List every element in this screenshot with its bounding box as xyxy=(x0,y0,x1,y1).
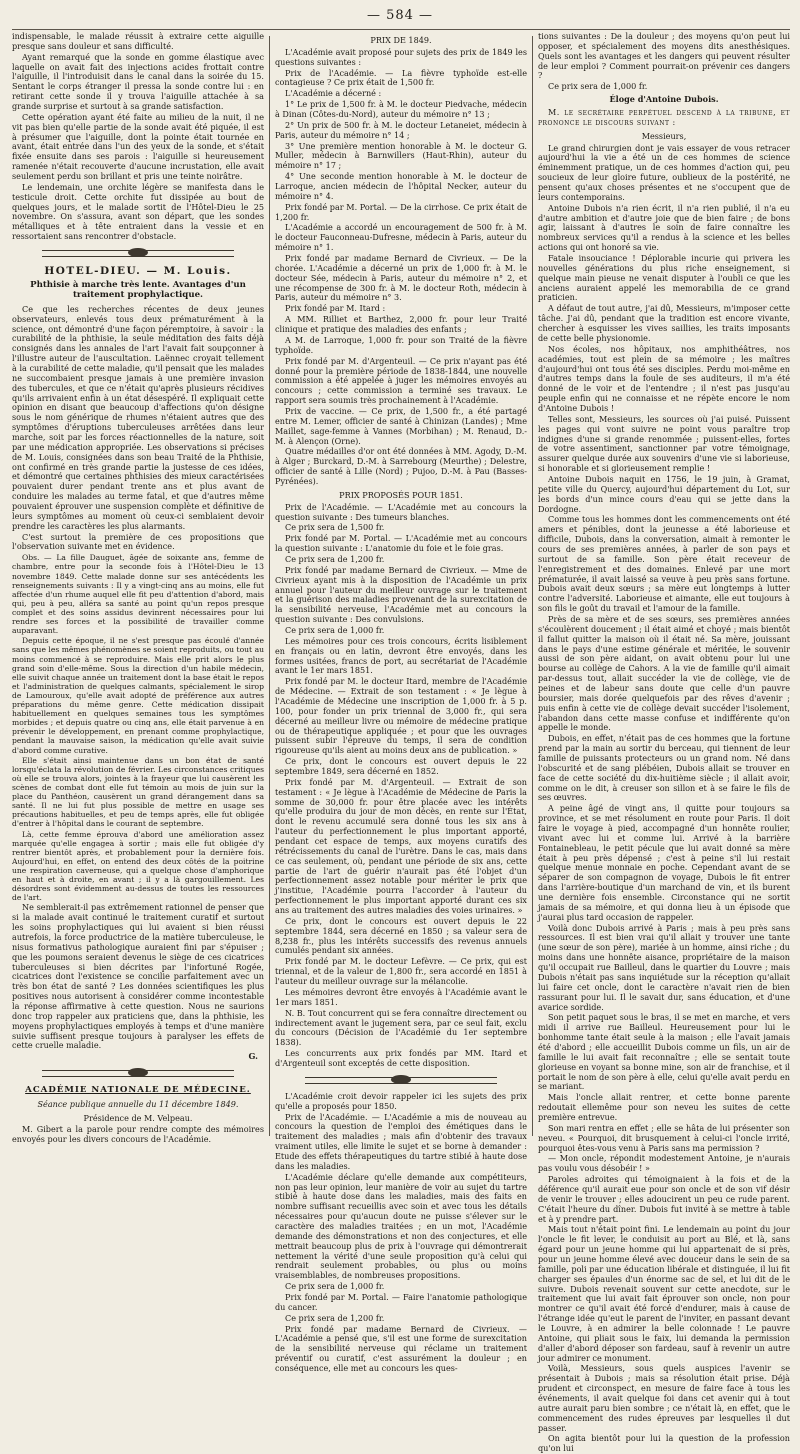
paragraph: Ce prix sera de 1,000 fr. xyxy=(548,81,648,92)
paragraph: Ne semblerait-il pas extrêmement rationnel de penser que si la malade avait continué le traitement curatif et surtout les soins prophylactiques qui lui avaient si bien réussi autrefois, la force productrice de la matière tuberculeuse, le nisus formativus pathologique auraient fini par s'épuiser ; que les poumons seraient devenus le siège de ces cicatrices tuberculeuses si bien décrites par l'infortuné Rogée, cicatrices dont l'existence se concilie parfaitement avec un très bon état de santé ? Les données scientifiques les plus positives nous autorisent à considérer comme incontestable la réponse affirmative à cette question. Nous ne saurions donc trop rappeler aux praticiens que, dans la phthisie, les moyens prophylactiques employés à temps et d'une manière suivie suffisent presque toujours à paralyser les effets de cette cruelle maladie. xyxy=(12,902,264,1051)
paragraph: — Mon oncle, répondit modestement Antoine, je n'aurais pas voulu vous désobéir ! » xyxy=(538,1153,790,1174)
header-rule xyxy=(12,29,790,30)
paragraph: Ce prix sera de 1,200 fr. xyxy=(285,1312,385,1323)
paragraph: L'Académie avait proposé pour sujets des prix de 1849 les questions suivantes : xyxy=(275,46,527,67)
prix-1849-title: PRIX DE 1849. xyxy=(370,35,432,45)
paragraph: Son petit paquet sous le bras, il se met en marche, et vers midi il arrive rue Bailleul. Heureusement pour lui le bonhomme tante était seule à la maison ; elle l'avait jamais été d'abord ; elle accueillit Dubois comme un fils, un air de famille le lui avait fait reconnaître ; elle se sentait toute glorieuse en voyant sa bonne mine, son air de franchise, et il portait le nom de son père à elle, celui qu'elle avait perdu en se mariant. xyxy=(538,1012,790,1092)
academy-president: Présidence de M. Velpeau. xyxy=(83,1112,193,1123)
paragraph: L'Académie déclare qu'elle demande aux compétiteurs, non pas leur opinion, leur manière de voir au sujet du tartre stibié à haute dose dans les maladies, mais des faits en nombre suffisant recueillis avec soin et avec tous les détails nécessaires pour qu'aucun doute ne puisse s'élever sur le caractère des maladies traitées ; en un mot, l'Académie demande des démonstrations et non des conjectures, et elle mettrait beaucoup plus de prix à l'ouvrage qui démontrerait nettement la vérité d'une seule proposition qu'à celui qui rendrait seulement probables, ou plus ou moins vraisemblables, de nombreuses propositions. xyxy=(275,1171,527,1281)
paragraph: Paroles adroites qui témoignaient à la fois et de la déférence qu'il aurait eue pour son oncle et de son vif désir de venir le trouver ; elles adoucirent un peu ce rude parent. C'était l'heure du dîner. Dubois fut invité à se mettre à table et à y prendre part. xyxy=(538,1174,790,1224)
paragraph: Ce prix sera de 1,000 fr. xyxy=(285,624,385,635)
paragraph: Prix de l'Académie. — L'Académie met au concours la question suivante : Des tumeurs blanches. xyxy=(275,501,527,522)
paragraph: A peine âgé de vingt ans, il quitte pour toujours sa province, et se met résolument en route pour Paris. Il doit faire le voyage à pied, accompagné d'un honnête roulier, vivant avec lui et comme lui. Arrivé à la barrière Fontainebleau, le petit pécule que lui avait donné sa mère était à peu près dépensé ; c'est à peine s'il lui restait quelque menue monnaie en poche. Cependant avant de se séparer de son compagnon de voyage, Dubois le fit entrer dans l'arrière-boutique d'un marchand de vin, et ils burent une dernière fois ensemble. Circonstance qui ne sortit jamais de sa mémoire, et qui donna lieu à un épisode que j'aurai plus tard occasion de rappeler. xyxy=(538,803,790,922)
paragraph: 3° Une première mention honorable à M. le docteur G. Muller, médecin à Barnwillers (Haut-Rhin), auteur du mémoire n° 17 ; xyxy=(275,140,527,171)
section-divider xyxy=(305,1077,497,1084)
paragraph: Les mémoires pour ces trois concours, écrits lisiblement en français ou en latin, devront être envoyés, dans les formes usitées, francs de port, au secrétariat de l'Académie avant le 1er mars 1851. xyxy=(275,635,527,676)
paragraph: Le grand chirurgien dont je vais essayer de vous retracer aujourd'hui la vie a été un de ces hommes de science éminemment pratique, un de ces hommes d'action qui, peu soucieux de leur gloire future, oublieux de la postérité, ne pensent qu'aux choses présentes et ne s'occupent que de leurs contemporains. xyxy=(538,142,790,202)
paragraph: L'Académie a décerné : xyxy=(285,88,382,99)
paragraph: 1° Le prix de 1,500 fr. à M. le docteur Piedvache, médecin à Dinan (Côtes-du-Nord), auteur du mémoire n° 13 ; xyxy=(275,99,527,120)
paragraph: Antoine Dubois n'a rien écrit, il n'a rien publié, il n'a eu d'autre ambition et d'autre joie que de bien faire ; de bons agir, laissant à d'autres le soin de faire connaître les nombreux services qu'il a rendus à la science et les belles actions qui ont honoré sa vie. xyxy=(538,202,790,253)
paragraph: Prix fondé par M. Portal. — Faire l'anatomie pathologique du cancer. xyxy=(275,1291,527,1312)
academy-session: Séance publique annuelle du 11 décembre 1849. xyxy=(37,1098,239,1109)
paragraph: Prix de l'Académie. — L'Académie a mis de nouveau au concours la question de l'emploi des émétiques dans le traitement des maladies ; mais afin d'obtenir des travaux vraiment utiles, elle limite le sujet et se borne à demander : Etude des effets thérapeutiques du tartre stibié à haute dose dans les maladies. xyxy=(275,1111,527,1171)
paragraph: L'Académie croit devoir rappeler ici les sujets des prix qu'elle a proposés pour 1850. xyxy=(275,1090,527,1111)
observation-block xyxy=(12,553,264,902)
paragraph: Prix de l'Académie. — La fièvre typhoïde est-elle contagieuse ? Ce prix était de 1,500 fr. xyxy=(275,67,527,88)
prix-1851-title: PRIX PROPOSÉS POUR 1851. xyxy=(339,489,463,500)
paragraph: Comme tous les hommes dont les commencements ont été amers et pénibles, dont la jeunesse a été laborieuse et difficile, Dubois, dans la conversation, aimait à remonter le cours de ses premières années, à parler de son pays et surtout de sa famille. Son père était receveur de l'enregistrement et des domaines. Enlevé par une mort prématurée, il avait laissé sa veuve à peu près sans fortune. Dubois avait deux sœurs ; sa mère eut longtemps à lutter contre l'adversité. Laborieuse et aimante, elle eut toujours à son fils le goût du travail et l'amour de la famille. xyxy=(538,514,790,614)
paragraph: Les mémoires devront être envoyés à l'Académie avant le 1er mars 1851. xyxy=(275,986,527,1007)
ornament-divider xyxy=(42,1070,234,1077)
paragraph: A M. de Larroque, 1,000 fr. pour son Traité de la fièvre typhoïde. xyxy=(275,334,527,355)
paragraph: C'est surtout la première de ces propositions que l'observation suivante met en évidence. xyxy=(12,531,264,552)
paragraph: Antoine Dubois naquit en 1756, le 19 juin, à Gramat, petite ville du Quercy, aujourd'hui département du Lot, sur les bords d'un mince cours d'eau qui se jette dans la Dordogne. xyxy=(538,473,790,514)
paragraph: A défaut de tout autre, j'ai dû, Messieurs, m'imposer cette tâche. J'ai dû, pendant que la tradition est encore vivante, chercher à esquisser les vives saillies, les traits imposants de cette belle physionomie. xyxy=(538,303,790,343)
column-rule-right xyxy=(532,36,533,1136)
page-number: — 584 — xyxy=(366,8,434,23)
section-subtitle: Phthisie à marche très lente. Avantages d'un traitement prophylactique. xyxy=(30,279,246,301)
paragraph: Les concurrents aux prix fondés par MM. Itard et d'Argenteuil sont exceptés de cette disposition. xyxy=(275,1048,527,1068)
paragraph: Prix fondé par madame Bernard de Civrieux. — Mme de Civrieux ayant mis à la disposition de l'Académie un prix annuel pour l'auteur du meilleur ouvrage sur le traitement et la guérison des maladies provenant de la surexcitation de la sensibilité nerveuse, l'Académie met au concours la question suivante : Des convulsions. xyxy=(275,564,527,625)
paragraph: Voilà donc Dubois arrivé à Paris ; mais à peu près sans ressources. Il est bien vrai qu'il allait y trouver une tante (une sœur de son père), mariée à un homme, ainsi riche ; du moins dans une honnête aisance, propriétaire de la maison qu'il occupait rue Bailleul, dans le quartier du Louvre ; mais Dubois n'était pas sans inquiétude sur la réception qu'allait lui faire cet oncle, dont le caractère n'avait rien de bien rassurant pour lui. Il le savait dur, sans éducation, et d'une avarice sordide. xyxy=(538,922,790,1012)
signature: G. xyxy=(248,1051,258,1062)
paragraph: Ayant remarqué que la sonde en gomme élastique avec laquelle on avait fait des injections acides frottait contre l'aiguille, il l'introduisit dans le canal dans la soirée du 15. Sentant le corps étranger il pressa la sonde contre lui : en retirant cette sonde il y trouva l'aiguille attachée à sa grande surprise et surtout à sa grande satisfaction. xyxy=(12,51,264,112)
paragraph: Prix fondé par M. Portal. — L'Académie met au concours la question suivante : L'anatomie du foie et le foie gras. xyxy=(275,533,527,554)
paragraph: Depuis cette époque, il ne s'est presque pas écoulé d'année sans que les mêmes phénomènes se soient reproduits, ou tout au moins commencé à se reproduire. Mais elle prit alors le plus grand soin d'elle-même. Sous la direction d'un habile médecin, elle suivit chaque année un traitement dont la base était le repos et l'administration de quelques calmants, spécialement le sirop de Lamouroux, qu'elle avait adopté de préférence aux autres préparations du même genre. Cette médication dissipait habituellement en quelques semaines tous les symptômes morbides ; et depuis quatre ou cinq ans, elle était parvenue à en prévenir le développement, en prenant comme prophylactique, pendant la mauvaise saison, la médication qu'elle avait suivie d'abord comme curative. xyxy=(12,636,264,755)
paragraph: Telles sont, Messieurs, les sources où j'ai puisé. Puissent les pages qui vont suivre ne point vous paraître trop indignes d'une si grande renommée ; puissent-elles, fortes de votre assentiment, sanctionner par votre témoignage, assurer quelque durée aux souvenirs d'une vie si laborieuse, si honorable et si glorieusement remplie ! xyxy=(538,413,790,474)
paragraph: Dubois, en effet, n'était pas de ces hommes que la fortune prend par la main au sortir du berceau, qui tiennent de leur famille de puissants protecteurs ou un grand nom. Né dans l'obscurité et de sang plébéien, Dubois allait se trouver en face de cette société du dix-huitième siècle ; il allait avoir, comme on le dit, à creuser son sillon et à se faire le fils de ses œuvres. xyxy=(538,733,790,803)
academy-title: ACADÉMIE NATIONALE DE MÉDECINE. xyxy=(25,1085,251,1096)
paragraph: Mais tout n'était point fini. Le lendemain au point du jour l'oncle le fit lever, le conduisit au port au Blé, et là, sans égard pour un jeune homme qui lui appartenait de si près, pour un jeune homme élevé avec douceur dans le sein de sa famille, poli par une éducation libérale et distinguée, il lui fit charger ses épaules d'un énorme sac de sel, et lui dit de le suivre. Dubois revenait souvent sur cette anecdote, sur le traitement que lui avait fait éprouver son oncle, non pour montrer ce qu'il avait été forcé d'endurer, mais à cause de l'étrange idée qu'eut le parent de l'inviter, en passant devant le Louvre, à en admirer la belle colonnade ! Le pauvre Antoine, qui pliait sous le faix, lui demanda la permission d'aller d'abord déposer son fardeau, sauf à revenir un autre jour admirer ce monument. xyxy=(538,1224,790,1363)
paragraph: Ce prix, dont le concours est ouvert depuis le 22 septembre 1849, sera décerné en 1852. xyxy=(275,756,527,777)
paragraph: Obs. — La fille Dauguet, âgée de soixante ans, femme de chambre, entre pour la seconde fois à l'Hôtel-Dieu le 13 novembre 1849. Cette malade donne sur ses antécédents les renseignements suivants : Il y a vingt-cinq ans au moins, elle fut affectée d'un rhume auquel elle fit peu d'attention d'abord, mais qui, peu à peu, alléra sa santé au point qu'un repos presque complet et des soins assidus devinrent nécessaires pour lui rendre ses forces et la possibilité de travailler comme auparavant. xyxy=(12,553,264,636)
paragraph: Quatre médailles d'or ont été données à MM. Agody, D.-M. à Alger ; Burckard, D.-M. à Sarrebourg (Meurthe) ; Delestre, officier de santé à Lille (Nord) ; Pujoo, D.-M. à Pau (Basses-Pyrénées). xyxy=(275,446,527,486)
col1-intro xyxy=(12,32,264,242)
paragraph: A MM. Rilliet et Barthez, 2,000 fr. pour leur Traité clinique et pratique des maladies des enfants ; xyxy=(275,314,527,335)
paragraph: Le lendemain, une orchite légère se manifesta dans le testicule droit. Cette orchite fut dissipée au bout de quelques jours, et le malade sortit de l'Hôtel-Dieu le 25 novembre. On s'assura, avant son départ, que les sondes métalliques et à tête entraient dans la vessie et en ressortaient sans rencontrer d'obstacle. xyxy=(12,181,264,242)
eloge-lead: M. le secrétaire perpétuel descend à la tribune, et prononce le discours suivant : xyxy=(538,107,790,127)
paragraph: Prix fondé par M. d'Argenteuil. — Ce prix n'ayant pas été donné pour la première période de 1838-1844, une nouvelle commission a été appelée à juger les mémoires envoyés au concours ; cette commission a terminé ses travaux. Le rapport sera soumis très prochainement à l'Académie. xyxy=(275,355,527,406)
paragraph: Mais l'oncle allait rentrer, et cette bonne parente redoutait ellemême pour son neveu les suites de cette première entrevue. xyxy=(538,1092,790,1122)
paragraph: N. B. Tout concurrent qui se fera connaître directement ou indirectement avant le jugement sera, par ce seul fait, exclu du concours (Décision de l'Académie du 1er septembre 1838). xyxy=(275,1007,527,1048)
paragraph: Prix fondé par M. Itard : xyxy=(285,303,386,314)
paragraph: Prix fondé par madame Bernard de Civrieux. — L'Académie a pensé que, s'il est une forme de surexcitation de la sensibilité nerveuse qui réclame un traitement préventif ou curatif, c'est assurément la douleur ; en conséquence, elle met au concours les ques- xyxy=(275,1323,527,1373)
paragraph: Prix fondé par M. d'Argenteuil. — Extrait de son testament : « Je lègue à l'Académie de Médecine de Paris la somme de 30,000 fr. pour être placée avec les intérêts qu'elle produira du jour de mon décès, en rente sur l'État, dont le revenu accumulé sera donné tous les six ans à l'auteur du perfectionnement le plus important apporté, pendant cet espace de temps, aux moyens curatifs des rétrécissements du canal de l'urètre. Dans le cas, mais dans ce cas seulement, où, pendant une période de six ans, cette partie de l'art de guérir n'aurait pas été l'objet d'un perfectionnement assez notable pour mériter le prix que j'institue, l'Académie pourra l'accorder à l'auteur du perfectionnement le plus important apporté durant ces six ans au traitement des autres maladies des voies urinaires. » xyxy=(275,776,527,916)
paragraph: Ce prix, dont le concours est ouvert depuis le 22 septembre 1844, sera décerné en 1850 ; sa valeur sera de 8,238 fr., plus les intérêts successifs des revenus annuels cumulés pendant six années. xyxy=(275,915,527,956)
paragraph: Cette opération ayant été faite au milieu de la nuit, il ne vit pas bien qu'elle partie de la sonde avait été piquée, il est à présumer que l'aiguille, dont la pointe était tournée en avant, était entrée dans l'un des yeux de la sonde, et s'était fixée ensuite dans ses parois : l'aiguille si heureusement ramenée n'était recouverte d'aucune incrustation, elle avait seulement perdu son brillant et pris une teinte noirâtre. xyxy=(12,111,264,182)
paragraph: Ce prix sera de 1,500 fr. xyxy=(285,522,385,533)
paragraph: Ce prix sera de 1,000 fr. xyxy=(285,1281,385,1292)
column-2 xyxy=(275,32,527,1373)
paragraph: Là, cette femme éprouva d'abord une amélioration assez marquée qu'elle engagea à sortir ; mais elle fut obligée d'y rentrer bientôt après, et probablement pour la dernière fois. Aujourd'hui, en effet, on entend des deux côtés de la poitrine une respiration caverneuse, qui a quelque chose d'amphorique en haut et à droite, en avant ; il y a là gargouillement. Les désordres sont évidemment au-dessus de toutes les ressources de l'art. xyxy=(12,829,264,903)
paragraph: L'Académie a accordé un encouragement de 500 fr. à M. le docteur Fauconneau-Dufresne, médecin à Paris, auteur du mémoire n° 1. xyxy=(275,222,527,253)
paragraph: 4° Une seconde mention honorable à M. le docteur de Larroque, ancien médecin de l'hôpital Necker, auteur du mémoire n° 4. xyxy=(275,171,527,201)
column-3 xyxy=(538,31,790,1454)
paragraph: On agita bientôt pour lui la question de la profession qu'on lui xyxy=(538,1433,790,1454)
paragraph: Prix de vaccine. — Ce prix, de 1,500 fr., a été partagé entre M. Lemer, officier de santé à Chinizan (Landes) ; Mme Maillet, sage-femme à Vannes (Morbihan) ; M. Renaud, D.-M. à Alençon (Orne). xyxy=(275,405,527,446)
paragraph: Fatale insouciance ! Déplorable incurie qui privera les nouvelles générations du plus riche enseignement, si quelque main pieuse ne venait disputer à l'oubli ce que les anciens auraient appelé les memorabilia de ce grand praticien. xyxy=(538,253,790,303)
paragraph: Son mari rentra en effet ; elle se hâta de lui présenter son neveu. « Pourquoi, dit brusquement à celui-ci l'oncle irrité, pourquoi êtes-vous venu à Paris sans ma permission ? xyxy=(538,1122,790,1153)
paragraph: Elle s'était ainsi maintenue dans un bon état de santé lorsqu'éclata la révolution de février. Les circonstances critiques où elle se trouva alors, jointes à la frayeur que lui causèrent les scènes de combat dont elle fut témoin au mois de juin sur la place du Panthéon, causèrent un grand dérangement dans sa santé. Il ne lui fut plus possible de mettre en usage ses précautions habituelles, et peu de temps après, elle fut obligée d'entrer à l'hôpital dans le courant de septembre. xyxy=(12,755,264,829)
ornament-divider xyxy=(42,250,234,257)
paragraph: 2° Un prix de 500 fr. à M. le docteur Letaneiet, médecin à Paris, auteur du mémoire n° 14 ; xyxy=(275,119,527,140)
column-1 xyxy=(12,31,264,1145)
paragraph: Prix fondé par M. le docteur Itard, membre de l'Académie de Médecine. — Extrait de son testament : « Je lègue à l'Académie de Médecine une inscription de 1,000 fr. à 5 p. 100, pour fonder un prix triennal de 3,000 fr., qui sera décerné au meilleur livre ou mémoire de médecine pratique ou de thérapeutique appliquée ; et pour que les ouvrages puissent subir l'épreuve du temps, il sera de condition rigoureuse qu'ils aient au moins deux ans de publication. » xyxy=(275,676,527,756)
salutation: Messieurs, xyxy=(641,130,687,141)
paragraph: tions suivantes : De la douleur ; des moyens qu'on peut lui opposer, et spécialement des moyens dits anesthésiques. Quels sont les avantages et les dangers qui peuvent résulter de leur emploi ? Comment pourrait-on prévenir ces dangers ? xyxy=(538,31,790,81)
section-title: HOTEL-DIEU. — M. Louis. xyxy=(44,265,232,278)
paragraph: Prix fondé par M. le docteur Lefèvre. — Ce prix, qui est triennal, et de la valeur de 1,800 fr., sera accordé en 1851 à l'auteur du meilleur ouvrage sur la mélancolie. xyxy=(275,956,527,987)
paragraph: Nos écoles, nos hôpitaux, nos amphithéâtres, nos académies, tout est plein de sa mémoire ; les maîtres d'aujourd'hui ont tous été ses disciples. Perdu moi-même en d'autres temps dans la foule de ses auditeurs, il m'a été donné de le voir et de l'entendre ; il n'est pas jusqu'au peuple enfin qui ne connaisse et ne répète encore le nom d'Antoine Dubois ! xyxy=(538,343,790,413)
paragraph: Voilà, Messieurs, sous quels auspices l'avenir se présentait à Dubois ; mais sa résolution était prise. Déjà prudent et circonspect, en mesure de faire face à tous les événements, il avait quelque foi dans cet avenir qui à tout autre aurait paru bien sombre ; ce n'était là, en effet, que le commencement des rudes épreuves par lesquelles il dut passer. xyxy=(538,1363,790,1433)
column-rule-left xyxy=(269,36,270,1136)
paragraph: Près de sa mère et de ses sœurs, ses premières années s'écoulèrent doucement ; il était aimé et choyé ; mais bientôt il fallut quitter la maison où il était né. Sa mère, jouissant dans le pays d'une estime générale et méritée, le souvenir aussi de son père aidant, on avait obtenu pour lui une bourse au collège de Cahors. A la vie de famille qu'il aimait par-dessus tout, allait succéder la vie de collège, vie de peines et de labeur sans doute que celle d'un pauvre boursier, mais dorée quelquefois par des rêves d'avenir ; puis enfin à cette vie de collège devait succéder l'isolement, l'abandon dans cette masse confuse et indifférente qu'on appelle le monde. xyxy=(538,613,790,733)
paragraph: Prix fondé par madame Bernard de Civrieux. — De la chorée. L'Académie a décerné un prix de 1,000 fr. à M. le docteur Sée, médecin à Paris, auteur du mémoire n° 2, et une récompense de 300 fr. à M. le docteur Roth, médecin à Paris, auteur du mémoire n° 3. xyxy=(275,253,527,303)
paragraph: M. Gibert a la parole pour rendre compte des mémoires envoyés pour les divers concours de l'Académie. xyxy=(12,1124,264,1145)
paragraph: indispensable, le malade réussit à extraire cette aiguille presque sans douleur et sans difficulté. xyxy=(12,31,264,51)
paragraph: Ce que les recherches récentes de deux jeunes observateurs, enlevés tous deux prématurément à la science, ont démontré d'une façon péremptoire, à savoir : la curabilité de la phthisie, la seule méditation des faits déjà consignés dans les annales de l'art l'avait fait soupçonner à l'illustre auteur de l'auscultation. Laënnec croyait tellement à la curabilité de cette maladie, qu'il pensait que les malades ne succombaient presque jamais à une première invasion des tubercules, et que ce n'était qu'après plusieurs récidives qu'ils arrivaient enfin à un état désespéré. Il expliquait cette opinion en disant que beaucoup d'affections qu'on désigne sous le nom générique de rhumes n'étaient autres que des symptômes d'éruptions tuberculeuses arrêtées dans leur marche, soit par les forces réactionnelles de la nature, soit par une médication appropriée. Les observations si précises de M. Louis, consignées dans son beau Traité de la Phthisie, ont confirmé en très grande partie la justesse de ces idées, et démontré que certaines phthisies des mieux caractérisées pouvaient durer pendant trente ans et plus avant de conduire les malades au terme fatal, et que d'autres même pouvaient éprouver une suspension complète et définitive de leurs symptômes au moment où ceux-ci semblaient devoir prendre les caractères les plus alarmants. xyxy=(12,303,264,531)
paragraph: Prix fondé par M. Portal. — De la cirrhose. Ce prix était de 1,200 fr. xyxy=(275,201,527,222)
eloge-title: Éloge d'Antoine Dubois. xyxy=(609,94,719,105)
paragraph: Ce prix sera de 1,200 fr. xyxy=(285,553,385,564)
